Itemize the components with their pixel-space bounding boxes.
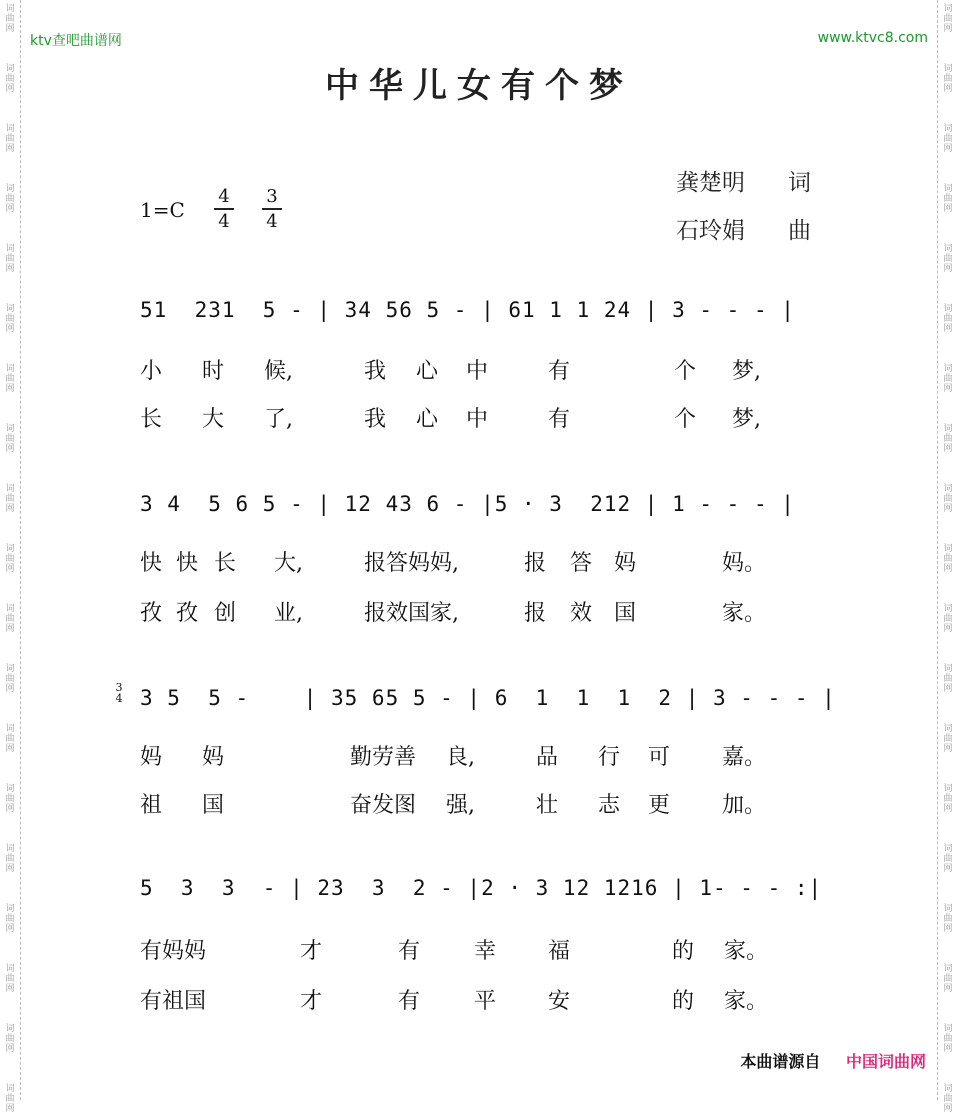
side-watermark: 词 曲 网 [5,64,15,94]
lyric-syllable: 业, [274,601,303,626]
side-watermark: 词 曲 网 [943,304,953,334]
composer-name: 石玲娟 [676,218,745,244]
key-signature: 1=C [140,198,185,222]
lyric-syllable: 品 [536,745,559,770]
notation-line-1: 51 231 5 - | 34 56 5 - | 61 1 1 24 | 3 - - - | [140,298,795,322]
lyric-syllable: 妈 [614,551,637,576]
side-watermark: 词 曲 网 [943,64,953,94]
lyric-syllable: 孜 [176,601,199,626]
side-watermark: 词 曲 网 [943,1084,953,1114]
lyric-syllable: 长 [214,551,237,576]
lyric-syllable: 大, [274,551,303,576]
side-watermark: 词 曲 网 [5,304,15,334]
side-watermark: 词 曲 网 [5,424,15,454]
lyric-syllable: 平 [474,989,497,1014]
time-sig-1-top: 4 [218,186,230,207]
lyric-syllable: 才 [300,939,323,964]
lyric-syllable: 效 [570,601,593,626]
notation-line-3: 3 5 5 - | 35 65 5 - | 6 1 1 1 2 | 3 - - - | [140,686,836,710]
side-watermark: 词 曲 网 [5,1024,15,1054]
lyricist-name: 龚楚明 [676,170,745,196]
side-watermark: 词 曲 网 [943,184,953,214]
lyric-syllable: 个 [674,359,697,384]
lyric-syllable: 行 [598,745,621,770]
left-margin-border [0,0,21,1114]
lyric-syllable: 加。 [722,793,767,818]
side-watermark: 词 曲 网 [5,964,15,994]
lyric-syllable: 有 [398,989,421,1014]
lyric-syllable: 志 [598,793,621,818]
time-sig-1-bottom: 4 [218,211,230,232]
side-watermark: 词 曲 网 [5,364,15,394]
time-sig-3-bottom: 4 [115,692,123,705]
lyric-syllable: 报 [524,551,547,576]
time-sig-2-bottom: 4 [266,211,278,232]
lyric-syllable: 我 [364,407,387,432]
lyric-syllable: 国 [202,793,225,818]
source-footer [740,1049,926,1072]
lyric-syllable: 勤劳善 [350,745,417,770]
lyric-syllable: 嘉。 [722,745,767,770]
composer-role: 曲 [788,218,811,244]
lyric-syllable: 创 [214,601,237,626]
side-watermark: 词 曲 网 [5,484,15,514]
lyric-syllable: 良, [446,745,475,770]
lyric-syllable: 有祖国 [140,989,207,1014]
side-watermark: 词 曲 网 [943,604,953,634]
side-watermark: 词 曲 网 [5,1084,15,1114]
lyric-syllable: 大 [202,407,225,432]
side-watermark: 词 曲 网 [5,784,15,814]
side-watermark: 词 曲 网 [5,844,15,874]
lyricist-credit [676,164,811,197]
side-watermark: 词 曲 网 [943,4,953,34]
lyric-syllable: 心 [416,359,439,384]
side-watermark: 词 曲 网 [943,484,953,514]
side-watermark: 词 曲 网 [5,184,15,214]
lyric-syllable: 福 [548,939,571,964]
lyric-syllable: 妈 [140,745,163,770]
side-watermark: 词 曲 网 [5,4,15,34]
side-watermark: 词 曲 网 [943,784,953,814]
side-watermark: 词 曲 网 [5,604,15,634]
lyric-syllable: 报答妈妈, [364,551,459,576]
time-signature-1 [214,186,234,232]
lyric-syllable: 报 [524,601,547,626]
lyric-syllable: 壮 [536,793,559,818]
site-url-right[interactable]: www.ktvc8.com [817,30,928,46]
side-watermark: 词 曲 网 [943,844,953,874]
lyric-syllable: 的 [672,989,695,1014]
side-watermark: 词 曲 网 [943,244,953,274]
lyric-syllable: 可 [648,745,671,770]
side-watermark: 词 曲 网 [5,904,15,934]
lyric-syllable: 候, [264,359,293,384]
time-sig-3-top: 3 [115,681,123,694]
lyric-syllable: 心 [416,407,439,432]
lyric-syllable: 快 [176,551,199,576]
side-watermark: 词 曲 网 [943,964,953,994]
lyricist-role: 词 [788,170,811,196]
lyric-syllable: 长 [140,407,163,432]
notation-line-4: 5 3 3 - | 23 3 2 - |2 · 3 12 1216 | 1- - - :| [140,876,823,900]
song-title: 中华儿女有个梦 [325,66,633,106]
lyric-syllable: 中 [466,359,489,384]
site-name-left[interactable]: ktv查吧曲谱网 [30,33,122,49]
side-watermark: 词 曲 网 [5,244,15,274]
lyric-syllable: 妈。 [722,551,767,576]
lyric-syllable: 个 [674,407,697,432]
time-sig-2-top: 3 [266,186,278,207]
lyric-syllable: 快 [140,551,163,576]
lyric-syllable: 报效国家, [364,601,459,626]
lyric-syllable: 幸 [474,939,497,964]
lyric-syllable: 中 [466,407,489,432]
lyric-syllable: 答 [570,551,593,576]
side-watermark: 词 曲 网 [5,544,15,574]
lyric-syllable: 时 [202,359,225,384]
side-watermark: 词 曲 网 [943,904,953,934]
lyric-syllable: 的 [672,939,695,964]
lyric-syllable: 更 [648,793,671,818]
right-margin-border [937,0,958,1114]
lyric-syllable: 奋发图 [350,793,417,818]
source-label: 本曲谱源自 [740,1052,821,1071]
side-watermark: 词 曲 网 [943,544,953,574]
source-site-link[interactable]: 中国词曲网 [845,1052,926,1071]
lyric-syllable: 妈 [202,745,225,770]
notation-line-2: 3 4 5 6 5 - | 12 43 6 - |5 · 3 212 | 1 - - - | [140,492,795,516]
side-watermark: 词 曲 网 [5,724,15,754]
side-watermark: 词 曲 网 [5,664,15,694]
side-watermark: 词 曲 网 [943,724,953,754]
side-watermark: 词 曲 网 [943,664,953,694]
lyric-syllable: 了, [264,407,293,432]
side-watermark: 词 曲 网 [5,124,15,154]
lyric-syllable: 有妈妈 [140,939,207,964]
lyric-syllable: 强, [446,793,475,818]
lyric-syllable: 国 [614,601,637,626]
lyric-syllable: 家。 [724,939,769,964]
lyric-syllable: 有 [548,359,571,384]
lyric-syllable: 家。 [722,601,767,626]
time-signature-3-4 [113,682,125,704]
lyric-syllable: 孜 [140,601,163,626]
time-signature-2 [262,186,282,232]
lyric-syllable: 小 [140,359,163,384]
lyric-syllable: 梦, [732,407,761,432]
lyric-syllable: 有 [548,407,571,432]
composer-credit [676,212,811,245]
lyric-syllable: 安 [548,989,571,1014]
side-watermark: 词 曲 网 [943,364,953,394]
lyric-syllable: 梦, [732,359,761,384]
side-watermark: 词 曲 网 [943,424,953,454]
lyric-syllable: 有 [398,939,421,964]
lyric-syllable: 才 [300,989,323,1014]
side-watermark: 词 曲 网 [943,1024,953,1054]
lyric-syllable: 祖 [140,793,163,818]
lyric-syllable: 家。 [724,989,769,1014]
side-watermark: 词 曲 网 [943,124,953,154]
lyric-syllable: 我 [364,359,387,384]
